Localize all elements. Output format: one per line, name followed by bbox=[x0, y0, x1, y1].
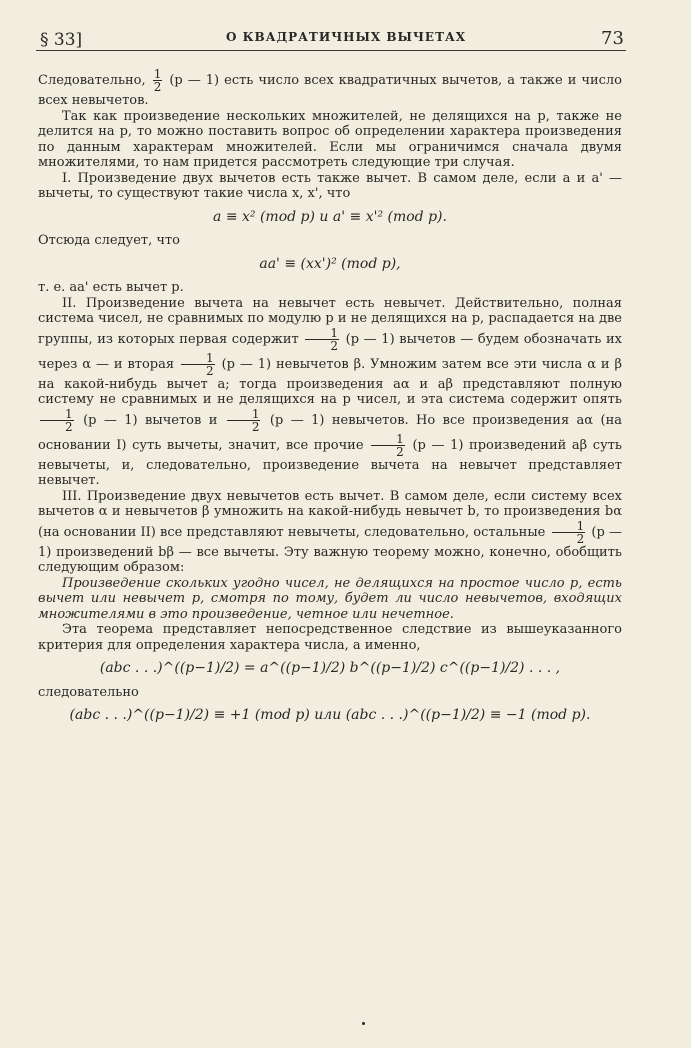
paragraph bbox=[38, 489, 622, 576]
paragraph: I. Произведение двух вычетов есть также вычет. В самом деле, если a и a' — вычеты, то существуют такие числа x, x', что bbox=[38, 170, 622, 201]
text: II. Произведение вычета на невычет есть невычет. Действительно, полная система чисел, не сравнимых по модулю p и не делящихся на p, распадается на две группы, из которых первая содержит bbox=[38, 295, 622, 347]
formula: (abc . . .)^((p−1)/2) = a^((p−1)/2) b^((p−1)/2) c^((p−1)/2) . . . , bbox=[99, 660, 561, 676]
text: III. Произведение двух невычетов есть вычет. В самом деле, если систему всех вычетов α и невычетов β умножить на какой-нибудь невычет b, то произведения bα (на основании II) все представляют невычеты, следовательно, остальные bbox=[38, 488, 622, 540]
page-number: 73 bbox=[601, 28, 624, 49]
fraction-half: $\frac{1}{2}$ bbox=[40, 408, 74, 433]
text: (p — 1) невычетов. Но все произведения aα (на основании I) суть вычеты, значит, все прочие bbox=[38, 412, 622, 453]
fraction-half: $\frac{1}{2}$ bbox=[371, 433, 405, 458]
fraction-half: $\frac{1}{2}$ bbox=[153, 67, 162, 94]
section-number: § 33] bbox=[40, 30, 83, 50]
paragraph: т. е. aa' есть вычет p. bbox=[38, 280, 184, 295]
paragraph: следовательно bbox=[38, 684, 139, 700]
header-rule bbox=[36, 50, 626, 51]
text: (p — 1) произведений bβ — все вычеты. Эту важную теорему можно, конечно, обобщить следующим образом: bbox=[38, 524, 623, 575]
theorem: Произведение скольких угодно чисел, не делящихся на простое число p, есть вычет или невычет p, смотря по тому, будет ли число невычетов, входящих множителями в это произведение, четное или нечетное. bbox=[38, 575, 622, 622]
fraction-half: $\frac{1}{2}$ bbox=[552, 520, 586, 545]
text: (p — 1) вычетов и bbox=[83, 412, 218, 428]
paragraph bbox=[38, 68, 622, 109]
paragraph: Эта теорема представляет непосредственное следствие из вышеуказанного критерия для определения характера числа, а именно, bbox=[38, 622, 622, 653]
fraction-half: $\frac{1}{2}$ bbox=[227, 408, 261, 433]
text: Следовательно, bbox=[38, 73, 146, 88]
formula: a ≡ x² (mod p) и a' ≡ x'² (mod p). bbox=[213, 208, 447, 225]
print-mark bbox=[362, 1022, 365, 1025]
formula: aa' ≡ (xx')² (mod p), bbox=[259, 255, 401, 272]
text: (p — 1) произведений aβ суть невычеты, и, следовательно, произведение вычета на невычет представляет невычет. bbox=[38, 437, 622, 488]
paragraph bbox=[38, 296, 622, 489]
formula: (abc . . .)^((p−1)/2) ≡ +1 (mod p) или (abc . . .)^((p−1)/2) ≡ −1 (mod p). bbox=[69, 707, 591, 723]
fraction-half: $\frac{1}{2}$ bbox=[181, 352, 215, 377]
page-header bbox=[0, 0, 691, 60]
paragraph: Так как произведение нескольких множителей, не делящихся на p, также не делится на p, то можно поставить вопрос об определении характера произведения по данным характерам множителей. Если мы ограничимся сначала двумя множителями, то нам придется рассмотреть следующие три случая. bbox=[38, 108, 622, 170]
fraction-half: $\frac{1}{2}$ bbox=[305, 327, 339, 352]
page-body bbox=[38, 68, 622, 732]
text: (p — 1) невычетов β. Умножим затем все эти числа α и β на какой-нибудь вычет a; тогда произведения aα и aβ представляют полную систему не сравнимых и не делящихся на p чисел, и эта система содержит опять bbox=[38, 356, 622, 407]
running-title: О КВАДРАТИЧНЫХ ВЫЧЕТАХ bbox=[226, 30, 467, 44]
paragraph: Отсюда следует, что bbox=[38, 233, 180, 248]
text: (p — 1) есть число всех квадратичных вычетов, а также и число всех невычетов. bbox=[38, 73, 623, 108]
text: (p — 1) вычетов — будем обозначать их через α — и вторая bbox=[38, 331, 622, 372]
